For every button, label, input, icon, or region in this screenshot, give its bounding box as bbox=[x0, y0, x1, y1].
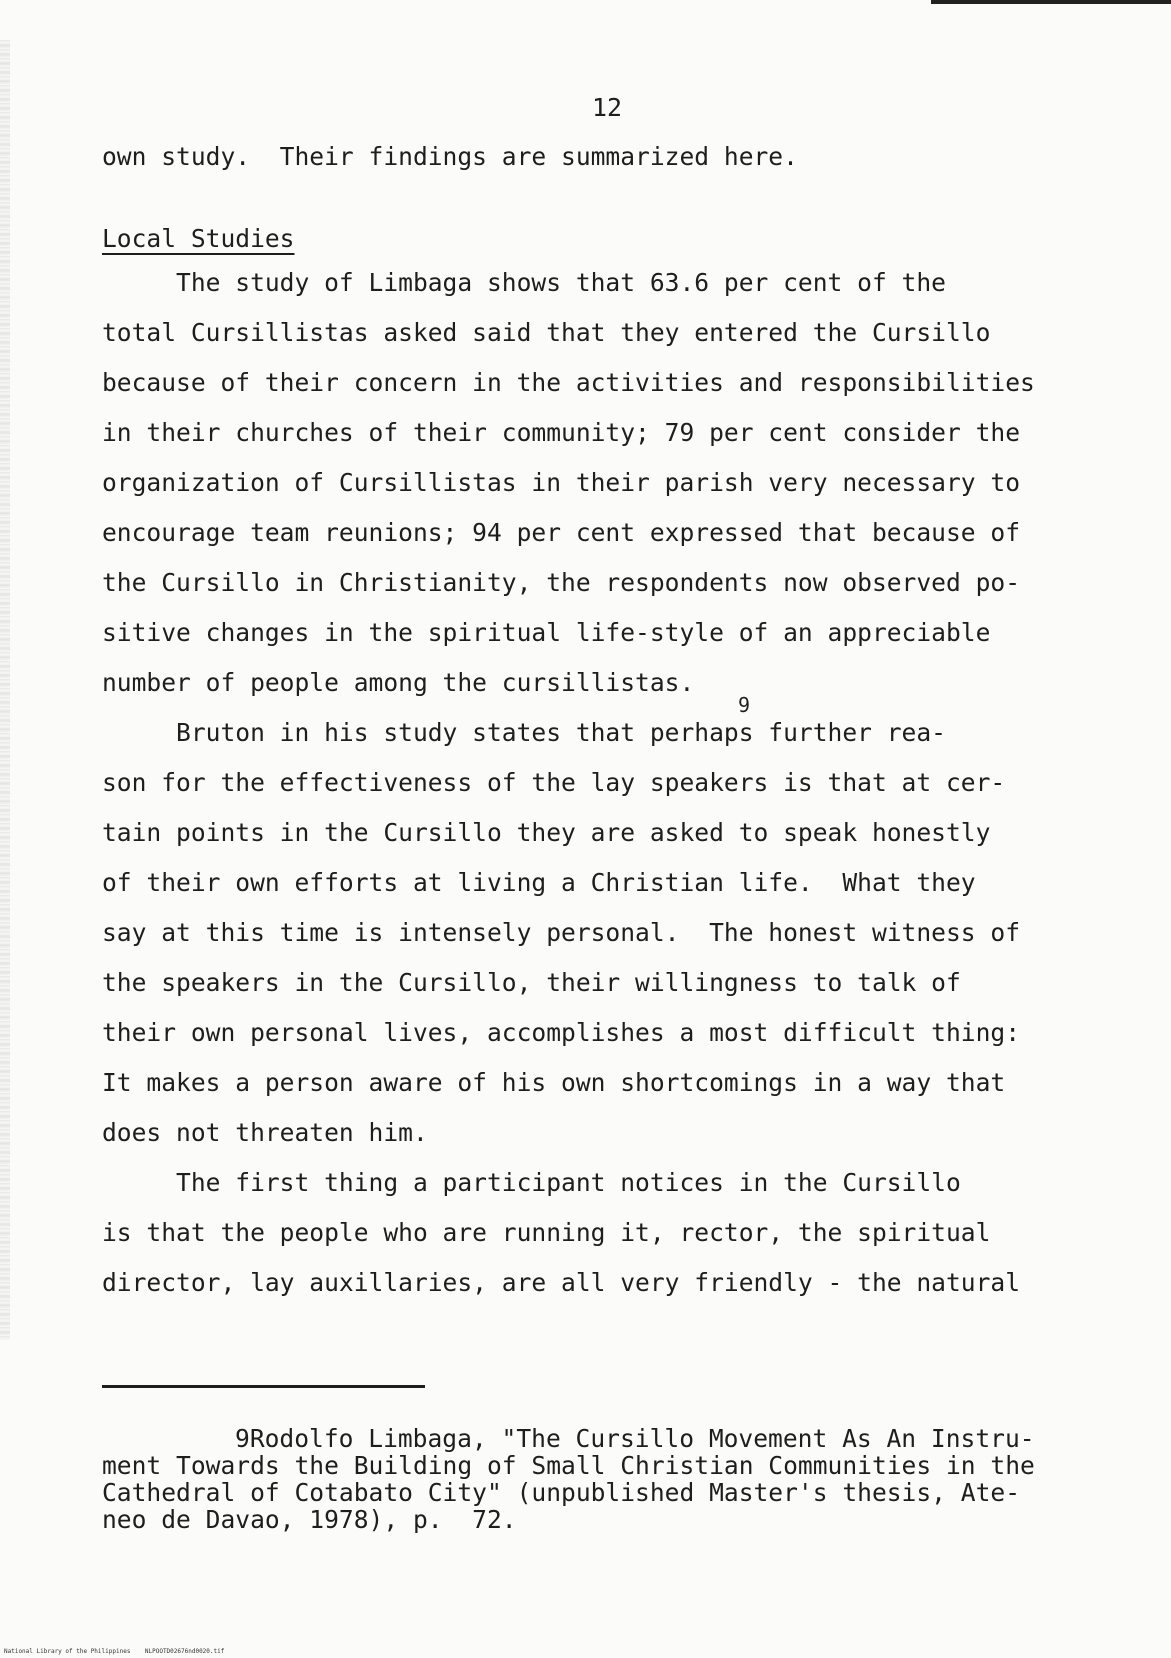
text-line: tain points in the Cursillo they are asked to speak honestly bbox=[102, 818, 991, 847]
text-line: son for the effectiveness of the lay speakers is that at cer- bbox=[102, 768, 1006, 797]
text-line: The study of Limbaga shows that 63.6 per cent of the bbox=[102, 268, 946, 297]
text-line: is that the people who are running it, rector, the spiritual bbox=[102, 1218, 991, 1247]
footnote-line bbox=[235, 1426, 1035, 1452]
text-line: organization of Cursillistas in their parish very necessary to bbox=[102, 468, 1021, 497]
text-line: It makes a person aware of his own shortcomings in a way that bbox=[102, 1068, 1006, 1097]
top-edge-rule bbox=[931, 0, 1171, 4]
text-line: Bruton in his study states that perhaps further rea- bbox=[102, 718, 946, 747]
text-line: The first thing a participant notices in the Cursillo bbox=[102, 1168, 961, 1197]
text-line: director, lay auxillaries, are all very friendly - the natural bbox=[102, 1268, 1021, 1297]
section-heading: Local Studies bbox=[102, 224, 295, 253]
scan-edge-artifact bbox=[0, 40, 10, 1340]
footnote-line: Cathedral of Cotabato City" (unpublished Master's thesis, Ate- bbox=[102, 1478, 1021, 1507]
text-line: the Cursillo in Christianity, the respondents now observed po- bbox=[102, 568, 1021, 597]
text-line: in their churches of their community; 79 per cent consider the bbox=[102, 418, 1021, 447]
footnote-number: 9 bbox=[235, 1424, 250, 1453]
text-line: total Cursillistas asked said that they entered the Cursillo bbox=[102, 318, 991, 347]
text-line: of their own efforts at living a Christian life. What they bbox=[102, 868, 976, 897]
footnote-reference: 9 bbox=[738, 693, 751, 717]
intro-line: own study. Their findings are summarized here. bbox=[102, 142, 798, 171]
text-line: their own personal lives, accomplishes a most difficult thing: bbox=[102, 1018, 1021, 1047]
text-line: because of their concern in the activities and responsibilities bbox=[102, 368, 1035, 397]
footnote-line: ment Towards the Building of Small Christian Communities in the bbox=[102, 1451, 1035, 1480]
scan-imprint: National Library of the Philippines NLPOOTD02676nd0020.tif bbox=[4, 1648, 225, 1655]
page-number: 12 bbox=[592, 93, 623, 122]
footnote-text: Rodolfo Limbaga, "The Cursillo Movement As An Instru- bbox=[249, 1424, 1035, 1453]
text-line: number of people among the cursillistas. bbox=[102, 668, 695, 697]
text-line: does not threaten him. bbox=[102, 1118, 428, 1147]
text-line: the speakers in the Cursillo, their willingness to talk of bbox=[102, 968, 961, 997]
footnote-line: neo de Davao, 1978), p. 72. bbox=[102, 1505, 517, 1534]
text-line: encourage team reunions; 94 per cent expressed that because of bbox=[102, 518, 1021, 547]
text-line: say at this time is intensely personal. The honest witness of bbox=[102, 918, 1021, 947]
text-line: sitive changes in the spiritual life-style of an appreciable bbox=[102, 618, 991, 647]
footnote-divider bbox=[102, 1385, 425, 1388]
